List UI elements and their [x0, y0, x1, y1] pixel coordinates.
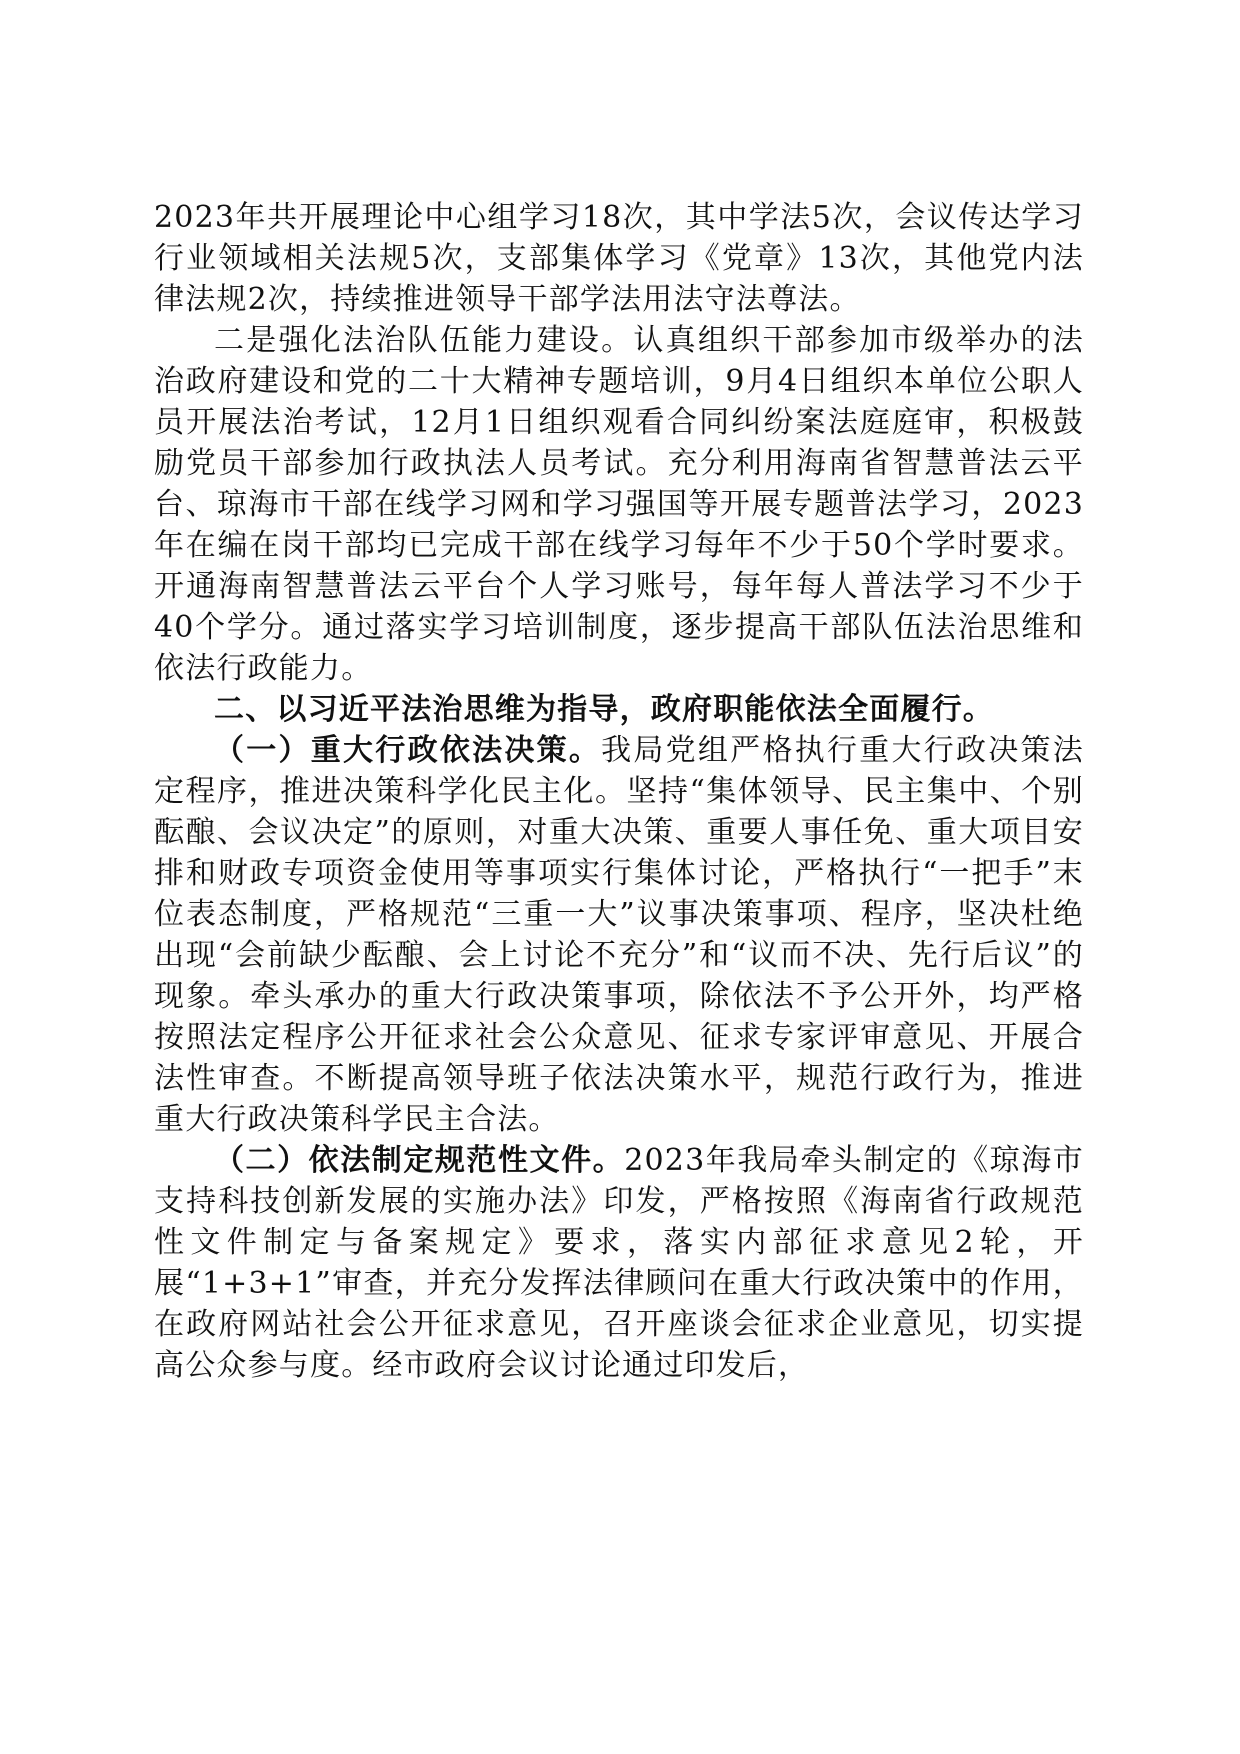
- paragraph-major-decisions-text: 我局党组严格执行重大行政决策法定程序，推进决策科学化民主化。坚持“集体领导、民主集中、个别酝酿、会议决定”的原则，对重大决策、重要人事任免、重大项目安排和财政专项资金使用等事项实行集体讨论，严格执行“一把手”末位表态制度，严格规范“三重一大”议事决策事项、程序，坚决杜绝出现“会前缺少酝酿、会上讨论不充分”和“议而不决、先行后议”的现象。牵头承办的重大行政决策事项，除依法不予公开外，均严格按照法定程序公开征求社会公众意见、征求专家评审意见、开展合法性审查。不断提高领导班子依法决策水平，规范行政行为，推进重大行政决策科学民主合法。: [154, 733, 1084, 1137]
- subheading-major-decisions: （一）重大行政依法决策。: [214, 733, 602, 768]
- paragraph-normative-documents-text: 2023年我局牵头制定的《琼海市支持科技创新发展的实施办法》印发，严格按照《海南省行政规范性文件制定与备案规定》要求，落实内部征求意见2轮，开展“1+3+1”审查，并充分发挥法律顾问在重大行政决策中的作用，在政府网站社会公开征求意见，召开座谈会征求企业意见，切实提高公众参与度。经市政府会议讨论通过印发后，: [154, 1143, 1084, 1383]
- paragraph-major-decisions: [154, 730, 1084, 1140]
- subheading-normative-documents: （二）依法制定规范性文件。: [214, 1143, 625, 1178]
- paragraph-normative-documents: [154, 1140, 1084, 1386]
- paragraph-team-capacity: 二是强化法治队伍能力建设。认真组织干部参加市级举办的法治政府建设和党的二十大精神专题培训，9月4日组织本单位公职人员开展法治考试，12月1日组织观看合同纠纷案法庭庭审，积极鼓励党员干部参加行政执法人员考试。充分利用海南省智慧普法云平台、琼海市干部在线学习网和学习强国等开展专题普法学习，2023年在编在岗干部均已完成干部在线学习每年不少于50个学时要求。开通海南智慧普法云平台个人学习账号，每年每人普法学习不少于40个学分。通过落实学习培训制度，逐步提高干部队伍法治思维和依法行政能力。: [154, 323, 1084, 686]
- paragraph-study-stats: 2023年共开展理论中心组学习18次，其中学法5次，会议传达学习行业领域相关法规5次，支部集体学习《党章》13次，其他党内法律法规2次，持续推进领导干部学法用法守法尊法。: [154, 200, 1084, 317]
- section-heading-2: 二、以习近平法治思维为指导，政府职能依法全面履行。: [214, 692, 994, 727]
- document-body: [154, 197, 1084, 1386]
